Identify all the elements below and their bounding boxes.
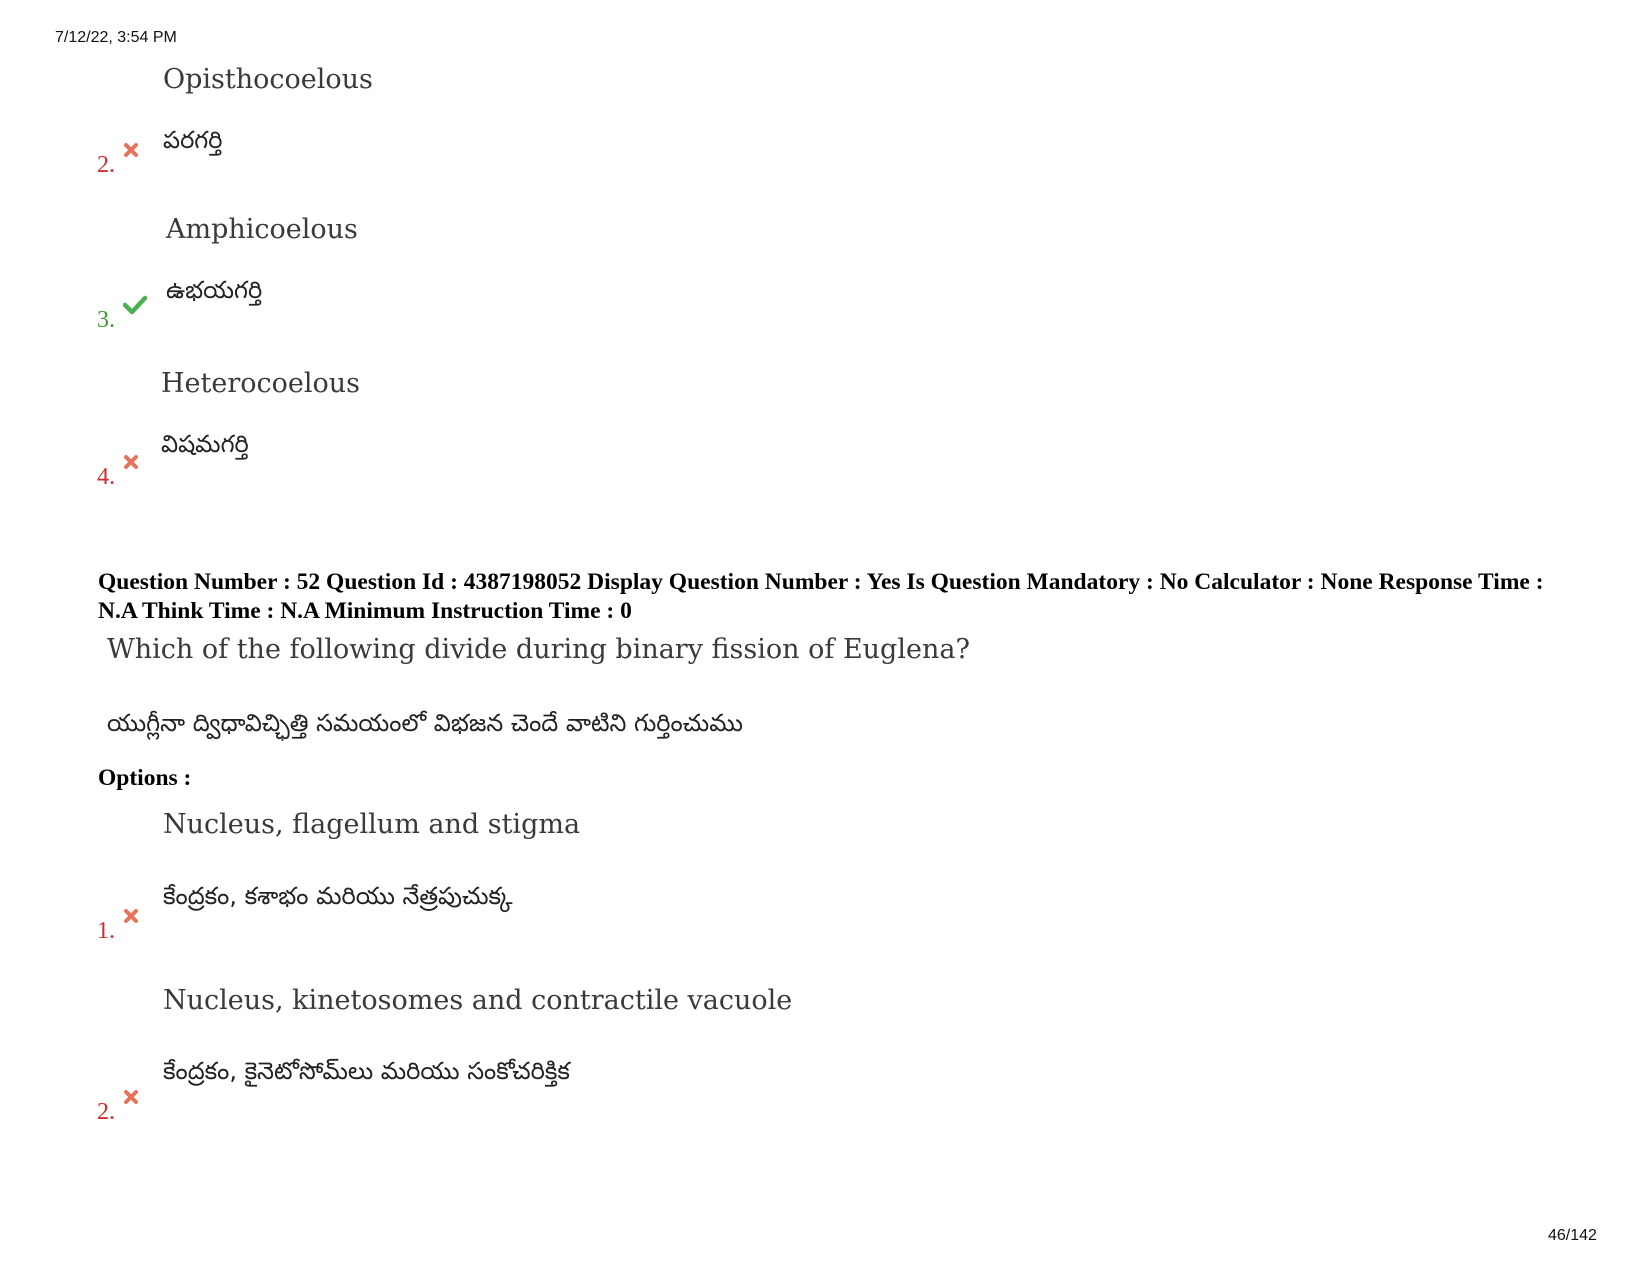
prev-option-number	[97, 307, 115, 334]
option-number-label: 1.	[97, 918, 115, 944]
cross-icon	[123, 454, 139, 470]
cross-icon	[123, 142, 139, 158]
prev-option-number	[97, 464, 115, 491]
print-timestamp: 7/12/22, 3:54 PM	[55, 29, 177, 46]
prev-option-telugu: ఉభయగర్తి	[166, 276, 263, 304]
question-meta: Question Number : 52 Question Id : 4387198052 Display Question Number : Yes Is Question Mandatory : No Calculator : None Response Time : N.A Think Time : N.A Minimum Instruction Time : 0	[98, 569, 1544, 624]
options-label: Options :	[98, 765, 192, 791]
option-number-label: 4.	[97, 464, 115, 490]
prev-option-telugu: పరగర్తి	[163, 126, 223, 154]
option-number-label: 3.	[97, 307, 115, 333]
prev-option-telugu: విషమగర్తి	[161, 430, 249, 458]
option-telugu: కేంద్రకం, కైనెటోసోమ్‌లు మరియు సంకోచరిక్తిక	[163, 1057, 570, 1085]
cross-icon	[123, 908, 139, 924]
option-number	[97, 918, 115, 945]
prev-option-number	[97, 152, 115, 179]
option-telugu: కేంద్రకం, కశాభం మరియు నేత్రపుచుక్క	[163, 882, 513, 910]
prev-option-english: Heterocoelous	[161, 368, 361, 399]
prev-option-english: Amphicoelous	[166, 214, 358, 245]
prev-option-english: Opisthocoelous	[163, 64, 373, 95]
question-text-telugu: యుగ్లీనా ద్విధావిచ్ఛిత్తి సమయంలో విభజన చెందే వాటిని గుర్తించుము	[107, 709, 743, 737]
option-number-label: 2.	[97, 152, 115, 178]
check-icon	[123, 295, 147, 315]
option-number	[97, 1099, 115, 1126]
option-number-label: 2.	[97, 1099, 115, 1125]
page-number: 46/142	[1548, 1227, 1597, 1244]
option-english: Nucleus, kinetosomes and contractile vacuole	[163, 985, 793, 1016]
option-english: Nucleus, flagellum and stigma	[163, 809, 581, 840]
question-text-english: Which of the following divide during binary fission of Euglena?	[107, 634, 970, 665]
cross-icon	[123, 1089, 139, 1105]
